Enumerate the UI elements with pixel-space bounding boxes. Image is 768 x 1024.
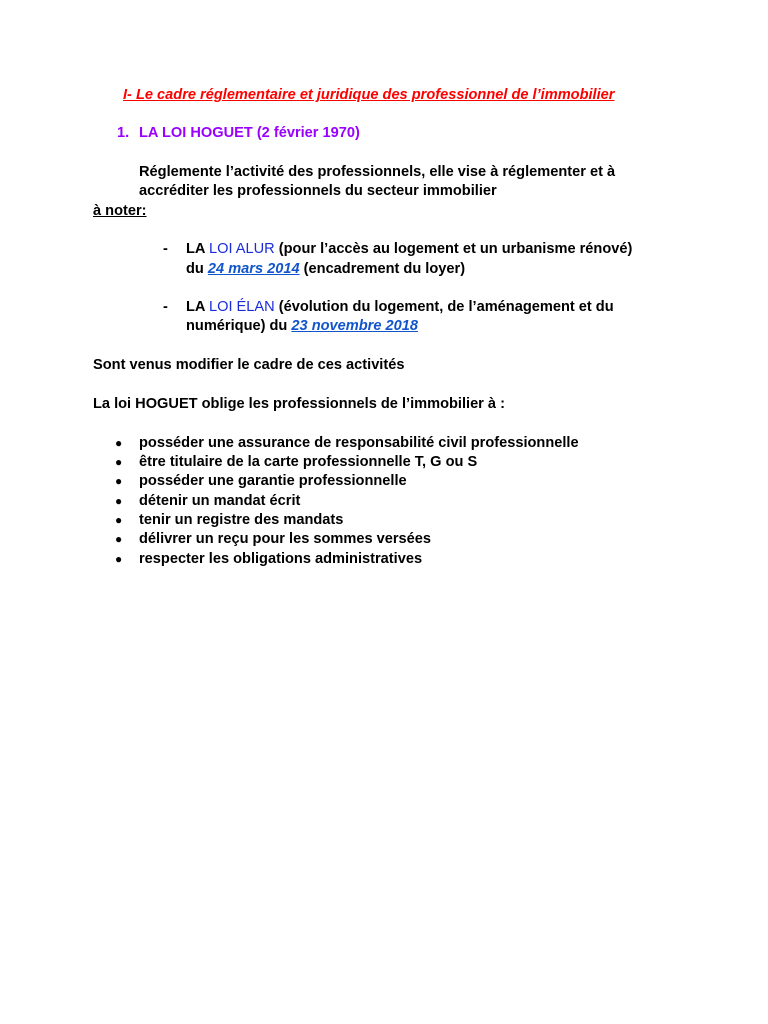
dash-marker: - [163, 241, 168, 257]
section-number-text: 1. [117, 125, 130, 141]
list-item-text: respecter les obligations administratives [139, 551, 423, 567]
list-item-text: posséder une garantie professionnelle [139, 473, 407, 489]
bullet-marker: ● [115, 513, 123, 527]
page-title [123, 86, 614, 105]
note-dash [163, 298, 168, 317]
section-heading-text: LA LOI HOGUET (2 février 1970) [139, 125, 360, 141]
note-du: du [186, 261, 204, 277]
obligations-intro [93, 395, 505, 414]
date-link-elan[interactable]: 23 novembre 2018 [291, 318, 418, 334]
list-item-text: posséder une assurance de responsabilité civil professionnelle [139, 435, 579, 451]
law-description: (évolution du logement, de l’aménagement et du [278, 299, 614, 315]
bullet-marker: ● [115, 494, 123, 508]
title-text: I- Le cadre réglementaire et juridique des professionnel de l’immobilier [123, 87, 615, 103]
paragraph-text: Sont venus modifier le cadre de ces activités [93, 357, 405, 373]
note-item-alur-line-1 [186, 240, 632, 259]
section-paragraph-line-2 [139, 182, 497, 201]
section-heading [139, 124, 360, 143]
bullet-marker: ● [115, 436, 123, 450]
dash-marker: - [163, 299, 168, 315]
law-name: LOI ALUR [208, 241, 275, 257]
section-paragraph-line-1 [139, 163, 615, 182]
note-item-elan-line-2 [186, 317, 418, 336]
list-item-text: être titulaire de la carte professionnelle T, G ou S [139, 454, 478, 470]
bullet-marker: ● [115, 455, 123, 469]
law-name: LOI ÉLAN [208, 299, 275, 315]
section-number [117, 124, 129, 143]
bullet-marker: ● [115, 552, 123, 566]
law-description: numérique) du [186, 318, 288, 334]
note-prefix: LA [186, 299, 205, 315]
note-item-alur-line-2 [186, 260, 465, 279]
law-description: (pour l’accès au logement et un urbanisme rénové) [278, 241, 633, 257]
note-label [93, 202, 147, 221]
date-link-alur[interactable]: 24 mars 2014 [207, 261, 300, 277]
list-item-text: délivrer un reçu pour les sommes versées [139, 531, 432, 547]
sont-venus-paragraph [93, 356, 404, 375]
note-dash [163, 240, 168, 259]
note-item-elan-line-1 [186, 298, 614, 317]
paragraph-text: La loi HOGUET oblige les professionnels de l’immobilier à : [93, 396, 505, 412]
list-item-text: tenir un registre des mandats [139, 512, 344, 528]
bullet-marker: ● [115, 474, 123, 488]
note-suffix: (encadrement du loyer) [303, 261, 466, 277]
note-label-text: à noter: [93, 203, 147, 219]
bullet-marker: ● [115, 532, 123, 546]
paragraph-text: accréditer les professionnels du secteur immobilier [139, 183, 497, 199]
list-item-text: détenir un mandat écrit [139, 493, 301, 509]
paragraph-text: Réglemente l’activité des professionnels, elle vise à réglementer et à [139, 164, 616, 180]
note-prefix: LA [186, 241, 205, 257]
